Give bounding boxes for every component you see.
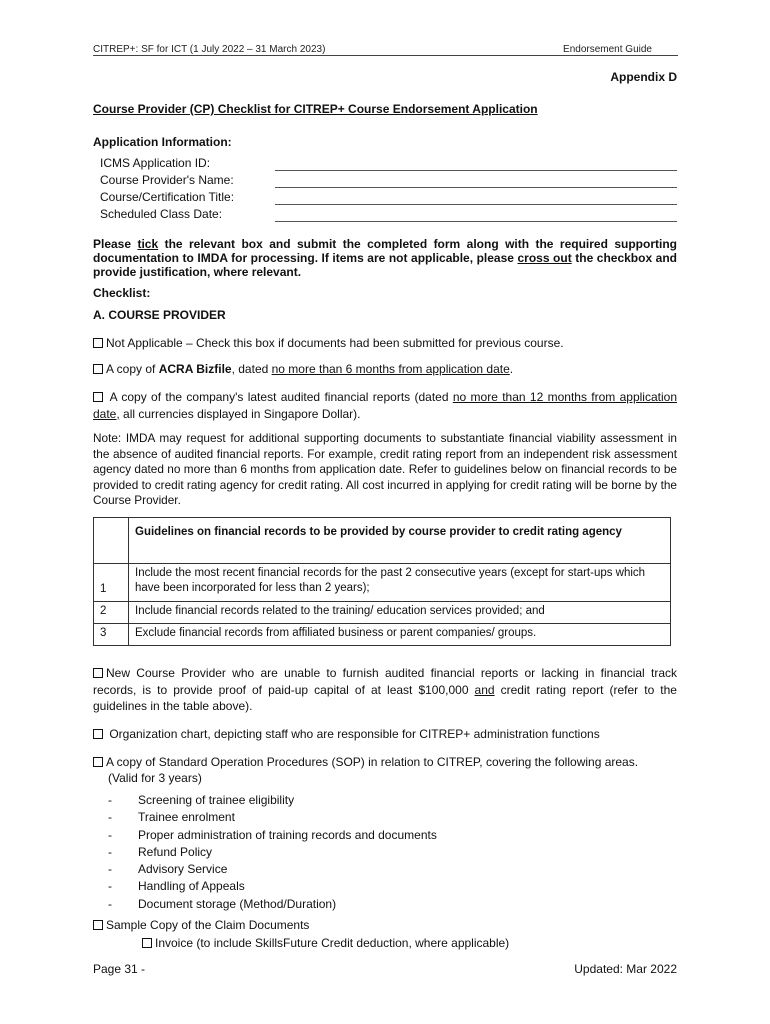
section-a-heading: A. COURSE PROVIDER: [93, 308, 226, 322]
checkbox-not-applicable[interactable]: [93, 338, 103, 348]
footer-updated: Updated: Mar 2022: [574, 962, 677, 976]
table-row: [94, 518, 671, 564]
list-item: - Handling of Appeals: [108, 879, 245, 894]
list-item: - Document storage (Method/Duration): [108, 896, 337, 911]
guidelines-table: [93, 517, 671, 646]
row-num: 2: [94, 602, 129, 624]
list-item: - Advisory Service: [108, 862, 228, 877]
item-not-applicable: Not Applicable – Check this box if documents had been submitted for previous course.: [93, 336, 564, 352]
item-invoice: Invoice (to include SkillsFuture Credit deduction, where applicable): [142, 936, 509, 952]
app-info-heading: Application Information:: [93, 135, 232, 149]
field-input-provider-name[interactable]: [275, 187, 677, 188]
checkbox-new-course-provider[interactable]: [93, 668, 103, 678]
sop-validity: (Valid for 3 years): [108, 771, 202, 785]
list-item: - Trainee enrolment: [108, 810, 235, 825]
item-financial-reports: A copy of the company's latest audited financial reports (dated no more than 12 months from application date, all currencies displayed in Singapore Dollar).: [93, 390, 677, 421]
field-label-course-title: Course/Certification Title:: [100, 190, 235, 204]
row-text: Include financial records related to the training/ education services provided; and: [129, 602, 671, 624]
row-text: Exclude financial records from affiliated business or parent companies/ groups.: [129, 624, 671, 646]
row-text: Include the most recent financial records for the past 2 consecutive years (except for start-ups which have been incorporated for less than 2 years);: [129, 564, 671, 602]
table-header-cell: Guidelines on financial records to be provided by course provider to credit rating agency: [129, 518, 671, 564]
page-title: Course Provider (CP) Checklist for CITREP+ Course Endorsement Application: [93, 102, 538, 116]
field-label-icms-id: ICMS Application ID:: [100, 156, 211, 170]
item-claim-documents: Sample Copy of the Claim Documents: [93, 918, 309, 934]
item-new-course-provider: New Course Provider who are unable to furnish audited financial reports or lacking in financial track records, is to provide proof of paid-up capital of at least $100,000 and credit rating report (refer to the guidelines in the table above).: [93, 666, 677, 713]
checkbox-org-chart[interactable]: [93, 729, 103, 739]
row-num: 3: [94, 624, 129, 646]
field-label-class-date: Scheduled Class Date:: [100, 207, 223, 221]
list-item: - Screening of trainee eligibility: [108, 793, 295, 807]
appendix-label: Appendix D: [610, 70, 677, 84]
field-input-course-title[interactable]: [275, 204, 677, 205]
list-item: - Refund Policy: [108, 844, 213, 859]
header-right: Endorsement Guide: [563, 44, 652, 55]
sop-list: [108, 792, 608, 913]
field-input-icms-id[interactable]: [275, 170, 677, 171]
item-org-chart: Organization chart, depicting staff who are responsible for CITREP+ administration functions: [93, 727, 600, 743]
checkbox-acra-bizfile[interactable]: [93, 364, 103, 374]
table-row: [94, 602, 671, 624]
field-input-class-date[interactable]: [275, 221, 677, 222]
checkbox-sop[interactable]: [93, 757, 103, 767]
instruction-text: Please tick the relevant box and submit the completed form along with the required supporting documentation to IMDA for processing. If items are not applicable, please cross out the checkbox and provide justification, where relevant.: [93, 237, 678, 280]
table-row: [94, 564, 671, 602]
checklist-label: Checklist:: [93, 286, 151, 300]
list-item: - Proper administration of training records and documents: [108, 827, 437, 842]
checkbox-claim-documents[interactable]: [93, 920, 103, 930]
table-row: [94, 624, 671, 646]
item-sop: A copy of Standard Operation Procedures (SOP) in relation to CITREP, covering the following areas.: [93, 755, 638, 771]
header-divider: [93, 55, 678, 56]
footer-page-number: Page 31 -: [93, 962, 146, 976]
checkbox-financial-reports[interactable]: [93, 392, 103, 402]
checkbox-invoice[interactable]: [142, 938, 152, 948]
note-text: Note: IMDA may request for additional supporting documents to substantiate financial viability assessment in the absence of audited financial reports. For example, credit rating report from an independent risk assessment agency dated no more than 6 months from application date. Refer to guidelines below on financial records to be provided to credit rating agency for credit rating. All cost incurred in applying for credit rating will be borne by the Course Provider.: [93, 431, 677, 508]
header-left: CITREP+: SF for ICT (1 July 2022 – 31 March 2023): [93, 44, 326, 55]
row-num: 1: [94, 564, 129, 602]
field-label-provider-name: Course Provider's Name:: [100, 173, 234, 187]
item-acra-bizfile: A copy of ACRA Bizfile, dated no more than 6 months from application date.: [93, 362, 513, 378]
